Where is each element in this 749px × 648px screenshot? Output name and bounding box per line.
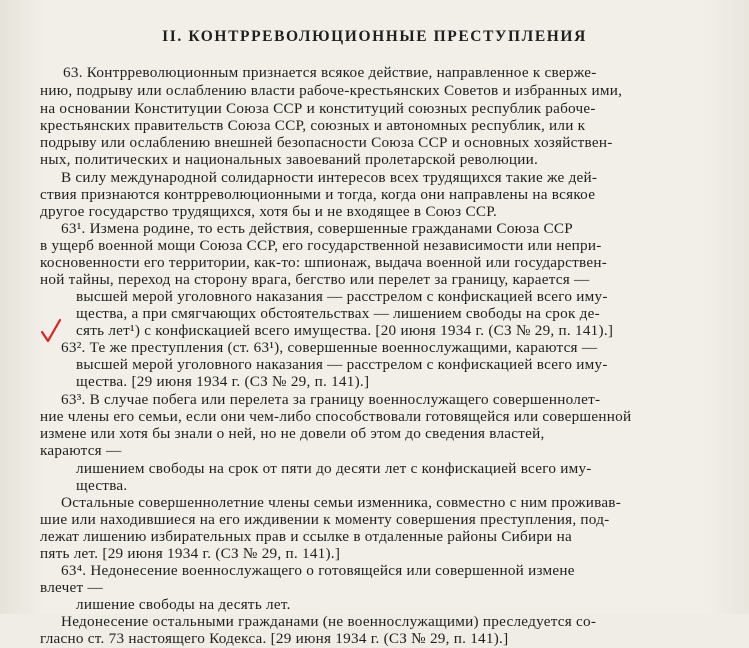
text-line: 63⁴. Недонесение военнослужащего о готовящейся или совершенной измене [61, 562, 575, 579]
text-line: влечет — [40, 579, 103, 596]
text-line: ных, политических и национальных завоеваний пролетарской революции. [40, 151, 539, 168]
text-line: Остальные совершеннолетние члены семьи изменника, совместно с ним проживав- [61, 494, 622, 511]
text-line: пять лет. [29 июня 1934 г. (СЗ № 29, п. 141).] [40, 545, 341, 562]
text-line: ной тайны, переход на сторону врага, бегство или перелет за границу, карается — [40, 271, 590, 288]
text-line: крестьянских правительств Союза ССР, союзных и автономных республик, или к [40, 117, 586, 134]
text-line: гласно ст. 73 настоящего Кодекса. [29 июня 1934 г. (СЗ № 29, п. 141).] [40, 630, 509, 647]
text-line: 63³. В случае побега или перелета за границу военнослужащего совершеннолет- [61, 391, 601, 408]
check-mark-icon [40, 318, 62, 344]
text-line: ствия признаются контрреволюционными и тогда, когда они направлены на всякое [40, 186, 596, 203]
text-line: лишением свободы на срок от пяти до десяти лет с конфискацией всего иму- [76, 460, 592, 477]
text-line: щества. [76, 477, 128, 494]
text-line: другое государство трудящихся, хотя бы и не входящее в Союз ССР. [40, 203, 498, 220]
text-line: подрыву или ослаблению внешней безопасности Союза ССР и основных хозяйствен- [40, 134, 613, 151]
text-line: нию, подрыву или ослаблению власти рабоче-крестьянских Советов и избранных ими, [40, 82, 623, 99]
text-line: высшей мерой уголовного наказания — расстрелом с конфискацией всего иму- [76, 356, 608, 373]
text-line: лежат лишению избирательных прав и ссылке в отдаленные районы Сибири на [40, 528, 572, 545]
text-line: ние члены его семьи, если они чем-либо способствовали готовящейся или совершенной [40, 408, 632, 425]
text-line: на основании Конституции Союза ССР и конституций союзных республик рабоче- [40, 100, 596, 117]
text-line: в ущерб военной мощи Союза ССР, его государственной независимости или непри- [40, 237, 602, 254]
text-line: щества, а при смягчающих обстоятельствах — лишением свободы на срок де- [76, 305, 600, 322]
text-line: измене или хотя бы знали о ней, но не довели об этом до сведения властей, [40, 425, 545, 442]
text-line: сять лет¹) с конфискацией всего имущества. [20 июня 1934 г. (СЗ № 29, п. 141).] [76, 322, 614, 339]
text-line: 63. Контрреволюционным признается всякое действие, направленное к сверже- [63, 64, 597, 81]
text-line: щества. [29 июня 1934 г. (СЗ № 29, п. 141).] [76, 373, 370, 390]
text-line: лишение свободы на десять лет. [76, 596, 291, 613]
text-line: шие или находившиеся на его иждивении к моменту совершения преступления, под- [40, 511, 610, 528]
text-line: косновенности его территории, как-то: шпионаж, выдача военной или государствен- [40, 254, 608, 271]
text-line: Недонесение остальными гражданами (не военнослужащими) преследуется со- [61, 613, 597, 630]
text-line: высшей мерой уголовного наказания — расстрелом с конфискацией всего иму- [76, 288, 608, 305]
text-line: В силу международной солидарности интересов всех трудящихся такие же дей- [61, 169, 598, 186]
section-title: II. КОНТРРЕВОЛЮЦИОННЫЕ ПРЕСТУПЛЕНИЯ [162, 28, 587, 45]
text-line: 63². Те же преступления (ст. 63¹), совершенные военнослужащими, караются — [61, 339, 598, 356]
text-line: караются — [40, 442, 122, 459]
text-line: 63¹. Измена родине, то есть действия, совершенные гражданами Союза ССР [61, 220, 573, 237]
